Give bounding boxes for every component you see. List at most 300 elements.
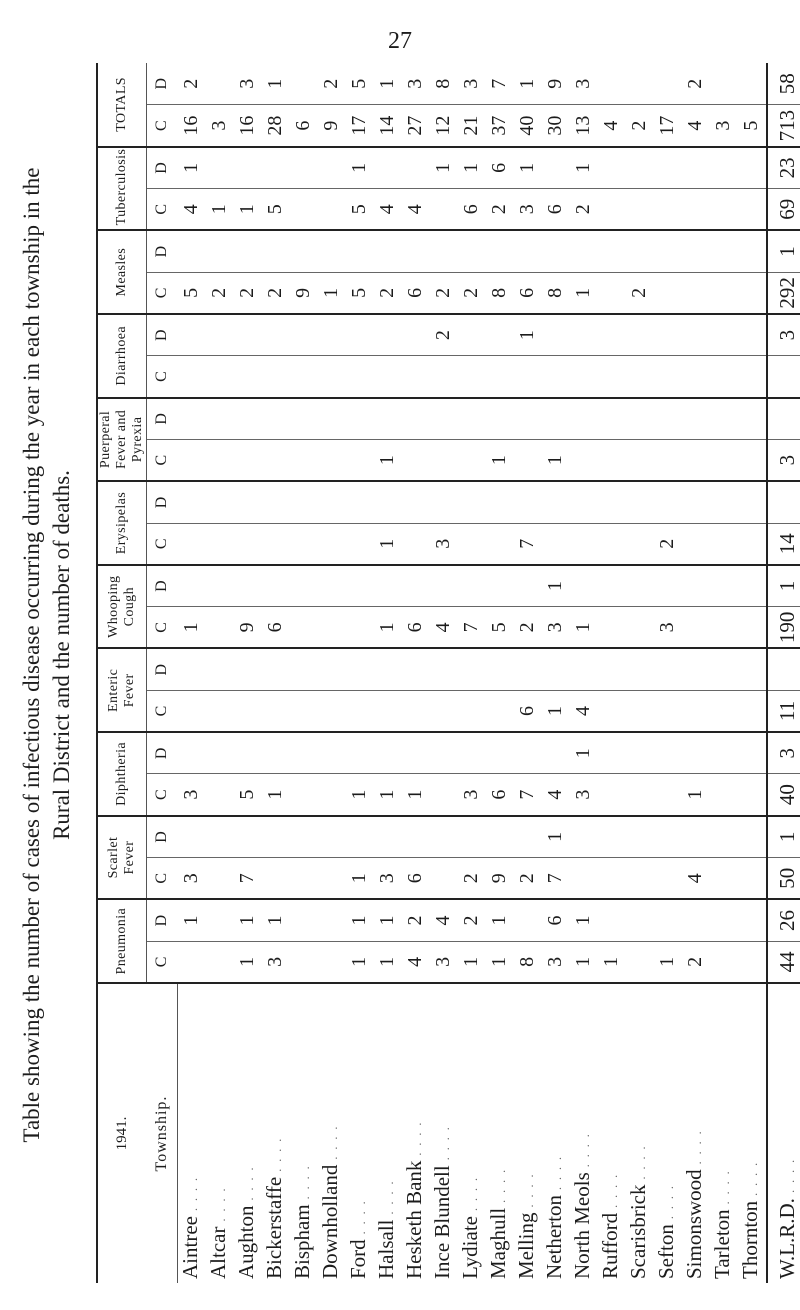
cases-cell bbox=[430, 774, 458, 816]
township-name-cell bbox=[177, 983, 206, 1283]
cases-cell: 1 bbox=[374, 941, 402, 983]
township-name: Simonswood bbox=[681, 1169, 706, 1279]
cases-cell bbox=[654, 272, 682, 314]
cases-cell: 17 bbox=[654, 105, 682, 147]
cases-cell: 4 bbox=[402, 189, 430, 231]
deaths-cell bbox=[374, 649, 402, 691]
cases-cell bbox=[346, 356, 374, 398]
township-name: Hesketh Bank bbox=[401, 1160, 426, 1279]
table-row bbox=[177, 63, 206, 1283]
deaths-cell bbox=[318, 230, 346, 272]
cases-cell: 17 bbox=[346, 105, 374, 147]
cases-cell: 2 bbox=[262, 272, 290, 314]
deaths-cell bbox=[654, 398, 682, 440]
cases-subheader: C bbox=[147, 272, 178, 314]
total-cases-cell bbox=[767, 356, 800, 398]
cases-cell bbox=[206, 356, 234, 398]
leader-dots: . . . . bbox=[241, 1165, 256, 1206]
deaths-cell bbox=[738, 230, 767, 272]
cases-cell bbox=[570, 439, 598, 481]
cases-cell: 2 bbox=[234, 272, 262, 314]
deaths-cell bbox=[626, 732, 654, 774]
deaths-cell: 1 bbox=[514, 314, 542, 356]
total-deaths-cell bbox=[767, 481, 800, 523]
cases-cell: 4 bbox=[682, 105, 710, 147]
cases-cell bbox=[710, 356, 738, 398]
cases-cell bbox=[738, 523, 767, 565]
township-name: Melling bbox=[513, 1212, 538, 1279]
cases-cell bbox=[262, 858, 290, 900]
deaths-cell bbox=[318, 481, 346, 523]
cases-subheader: C bbox=[147, 439, 178, 481]
leader-dots: . . . . bbox=[269, 1136, 284, 1177]
township-name: Tarleton bbox=[709, 1209, 734, 1279]
cases-cell: 1 bbox=[262, 774, 290, 816]
total-cases-cell: 292 bbox=[767, 272, 800, 314]
township-name-cell bbox=[430, 983, 458, 1283]
cases-cell bbox=[682, 272, 710, 314]
cases-cell: 3 bbox=[570, 774, 598, 816]
deaths-cell bbox=[234, 398, 262, 440]
deaths-subheader: D bbox=[147, 732, 178, 774]
cases-cell: 1 bbox=[346, 774, 374, 816]
deaths-cell: 3 bbox=[402, 63, 430, 105]
cases-cell bbox=[682, 189, 710, 231]
table-row bbox=[654, 63, 682, 1283]
deaths-cell bbox=[486, 481, 514, 523]
cases-cell bbox=[318, 858, 346, 900]
cases-cell: 13 bbox=[570, 105, 598, 147]
deaths-cell bbox=[598, 230, 626, 272]
deaths-cell bbox=[206, 63, 234, 105]
deaths-cell bbox=[206, 565, 234, 607]
total-cases-cell: 713 bbox=[767, 105, 800, 147]
total-deaths-cell: 23 bbox=[767, 147, 800, 189]
deaths-cell bbox=[458, 649, 486, 691]
cases-cell bbox=[290, 690, 318, 732]
cases-cell: 1 bbox=[206, 189, 234, 231]
table-row bbox=[206, 63, 234, 1283]
leader-dots: . . . . bbox=[325, 1124, 340, 1165]
leader-dots: . . . . bbox=[493, 1167, 508, 1208]
deaths-cell bbox=[374, 732, 402, 774]
cases-cell bbox=[514, 356, 542, 398]
cases-cell: 1 bbox=[598, 941, 626, 983]
cases-cell: 1 bbox=[234, 941, 262, 983]
deaths-cell bbox=[738, 398, 767, 440]
cases-cell bbox=[626, 941, 654, 983]
deaths-cell bbox=[262, 816, 290, 858]
cases-cell: 1 bbox=[542, 690, 570, 732]
total-cases-cell: 3 bbox=[767, 439, 800, 481]
deaths-cell: 1 bbox=[570, 732, 598, 774]
township-name: North Meols bbox=[569, 1172, 594, 1279]
deaths-cell bbox=[486, 565, 514, 607]
township-name: Ford bbox=[345, 1239, 370, 1279]
township-name: Netherton bbox=[541, 1195, 566, 1279]
total-cases-cell: 14 bbox=[767, 523, 800, 565]
table-row bbox=[234, 63, 262, 1283]
disease-header: Pneumonia bbox=[97, 899, 147, 983]
deaths-cell bbox=[402, 732, 430, 774]
cases-cell: 1 bbox=[374, 523, 402, 565]
deaths-subheader: D bbox=[147, 649, 178, 691]
table-row bbox=[262, 63, 290, 1283]
township-name-cell bbox=[682, 983, 710, 1283]
leader-dots: . . . . bbox=[353, 1199, 368, 1240]
cases-cell: 6 bbox=[262, 607, 290, 649]
deaths-cell: 2 bbox=[402, 899, 430, 941]
deaths-subheader: D bbox=[147, 899, 178, 941]
deaths-cell bbox=[262, 398, 290, 440]
cases-cell bbox=[346, 690, 374, 732]
deaths-cell bbox=[570, 314, 598, 356]
cases-cell bbox=[710, 941, 738, 983]
cases-cell bbox=[738, 774, 767, 816]
cases-cell: 3 bbox=[177, 774, 206, 816]
township-name-cell bbox=[206, 983, 234, 1283]
table-row bbox=[570, 63, 598, 1283]
cases-cell: 6 bbox=[290, 105, 318, 147]
cases-cell bbox=[290, 439, 318, 481]
cases-cell: 2 bbox=[458, 272, 486, 314]
cases-cell: 8 bbox=[514, 941, 542, 983]
cases-cell bbox=[710, 607, 738, 649]
deaths-cell bbox=[682, 481, 710, 523]
cases-cell: 6 bbox=[402, 272, 430, 314]
deaths-cell bbox=[654, 230, 682, 272]
cases-cell bbox=[234, 690, 262, 732]
table-title bbox=[0, 0, 100, 1310]
cases-cell bbox=[570, 858, 598, 900]
cases-cell: 3 bbox=[206, 105, 234, 147]
deaths-cell bbox=[234, 230, 262, 272]
cases-cell bbox=[654, 439, 682, 481]
year-label: 1941. bbox=[113, 1116, 130, 1151]
deaths-cell bbox=[570, 816, 598, 858]
total-deaths-cell: 26 bbox=[767, 899, 800, 941]
cases-cell: 2 bbox=[682, 941, 710, 983]
township-name-cell bbox=[458, 983, 486, 1283]
cases-cell: 2 bbox=[430, 272, 458, 314]
deaths-subheader: D bbox=[147, 314, 178, 356]
deaths-cell: 1 bbox=[570, 899, 598, 941]
deaths-cell bbox=[318, 147, 346, 189]
deaths-cell bbox=[290, 732, 318, 774]
deaths-cell bbox=[290, 481, 318, 523]
deaths-cell bbox=[626, 565, 654, 607]
cases-cell bbox=[598, 690, 626, 732]
cases-cell: 6 bbox=[458, 189, 486, 231]
cases-cell bbox=[710, 858, 738, 900]
deaths-subheader: D bbox=[147, 147, 178, 189]
township-name-cell bbox=[234, 983, 262, 1283]
township-name: Thornton bbox=[737, 1200, 762, 1279]
cases-cell: 2 bbox=[374, 272, 402, 314]
total-deaths-cell: 3 bbox=[767, 732, 800, 774]
deaths-subheader: D bbox=[147, 398, 178, 440]
cases-cell: 9 bbox=[486, 858, 514, 900]
cases-cell: 3 bbox=[262, 941, 290, 983]
title-line-1: Table showing the number of cases of infectious disease occurring during the year in each township in the bbox=[19, 167, 44, 1143]
deaths-cell bbox=[206, 398, 234, 440]
deaths-cell bbox=[682, 147, 710, 189]
deaths-cell bbox=[290, 314, 318, 356]
deaths-cell: 5 bbox=[346, 63, 374, 105]
deaths-cell bbox=[682, 314, 710, 356]
cases-cell bbox=[626, 356, 654, 398]
deaths-cell bbox=[402, 314, 430, 356]
deaths-cell bbox=[542, 230, 570, 272]
deaths-cell: 1 bbox=[542, 816, 570, 858]
cases-cell: 6 bbox=[486, 774, 514, 816]
township-name-cell bbox=[290, 983, 318, 1283]
deaths-cell: 2 bbox=[430, 314, 458, 356]
deaths-cell bbox=[458, 565, 486, 607]
deaths-cell bbox=[374, 481, 402, 523]
cases-cell bbox=[206, 690, 234, 732]
cases-cell: 5 bbox=[346, 189, 374, 231]
deaths-cell: 1 bbox=[430, 147, 458, 189]
disease-header: Puerperal Fever and Pyrexia bbox=[97, 398, 147, 482]
deaths-subheader: D bbox=[147, 230, 178, 272]
cases-cell bbox=[486, 356, 514, 398]
leader-dots: . . . . bbox=[661, 1184, 676, 1225]
deaths-cell: 1 bbox=[374, 63, 402, 105]
leader-dots: . . . . bbox=[605, 1172, 620, 1213]
deaths-cell bbox=[598, 816, 626, 858]
title-line-2: Rural District and the number of deaths. bbox=[49, 470, 74, 840]
deaths-cell: 3 bbox=[234, 63, 262, 105]
deaths-cell bbox=[206, 230, 234, 272]
deaths-cell bbox=[402, 481, 430, 523]
deaths-cell bbox=[598, 565, 626, 607]
cases-cell: 2 bbox=[654, 523, 682, 565]
township-name-cell bbox=[402, 983, 430, 1283]
cases-cell: 7 bbox=[458, 607, 486, 649]
township-name-cell bbox=[654, 983, 682, 1283]
deaths-cell bbox=[234, 565, 262, 607]
deaths-cell bbox=[234, 314, 262, 356]
deaths-cell: 3 bbox=[570, 63, 598, 105]
cases-cell: 2 bbox=[206, 272, 234, 314]
cases-cell: 3 bbox=[374, 858, 402, 900]
deaths-cell bbox=[626, 481, 654, 523]
cases-cell: 1 bbox=[654, 941, 682, 983]
deaths-cell bbox=[626, 899, 654, 941]
totals-label-cell bbox=[767, 983, 800, 1283]
cases-cell bbox=[206, 858, 234, 900]
deaths-cell bbox=[514, 732, 542, 774]
deaths-cell bbox=[738, 314, 767, 356]
deaths-cell bbox=[374, 565, 402, 607]
township-name: Maghull bbox=[485, 1207, 510, 1279]
township-name-cell bbox=[626, 983, 654, 1283]
deaths-cell bbox=[710, 398, 738, 440]
cases-cell bbox=[710, 272, 738, 314]
deaths-cell bbox=[346, 398, 374, 440]
cases-cell bbox=[262, 690, 290, 732]
deaths-cell bbox=[262, 314, 290, 356]
deaths-cell bbox=[514, 398, 542, 440]
deaths-cell bbox=[654, 732, 682, 774]
cases-subheader: C bbox=[147, 774, 178, 816]
leader-dots: . . . . bbox=[437, 1125, 452, 1166]
deaths-cell bbox=[206, 649, 234, 691]
deaths-cell bbox=[486, 732, 514, 774]
table-row bbox=[430, 63, 458, 1283]
cases-cell bbox=[318, 941, 346, 983]
deaths-cell: 1 bbox=[514, 147, 542, 189]
cases-cell bbox=[430, 356, 458, 398]
cases-cell bbox=[570, 356, 598, 398]
deaths-subheader: D bbox=[147, 816, 178, 858]
cases-cell: 5 bbox=[346, 272, 374, 314]
cases-cell bbox=[682, 356, 710, 398]
cases-cell bbox=[402, 690, 430, 732]
cases-cell bbox=[738, 858, 767, 900]
cases-cell bbox=[402, 356, 430, 398]
cases-cell: 5 bbox=[486, 607, 514, 649]
cases-cell bbox=[514, 439, 542, 481]
deaths-cell bbox=[458, 398, 486, 440]
deaths-cell: 2 bbox=[682, 63, 710, 105]
leader-dots: . . . . bbox=[783, 1157, 797, 1193]
cases-cell: 6 bbox=[402, 858, 430, 900]
deaths-cell bbox=[262, 565, 290, 607]
deaths-cell bbox=[710, 147, 738, 189]
deaths-cell: 1 bbox=[262, 899, 290, 941]
deaths-cell bbox=[710, 899, 738, 941]
cases-subheader: C bbox=[147, 105, 178, 147]
cases-cell: 3 bbox=[514, 189, 542, 231]
deaths-cell bbox=[486, 314, 514, 356]
deaths-cell bbox=[346, 230, 374, 272]
table-row bbox=[374, 63, 402, 1283]
deaths-cell bbox=[290, 649, 318, 691]
total-deaths-cell: 1 bbox=[767, 816, 800, 858]
deaths-cell bbox=[458, 816, 486, 858]
cases-cell bbox=[374, 356, 402, 398]
deaths-cell bbox=[346, 565, 374, 607]
township-name: Halsall bbox=[373, 1219, 398, 1279]
cases-cell bbox=[206, 523, 234, 565]
total-cases-cell: 44 bbox=[767, 941, 800, 983]
deaths-cell bbox=[570, 230, 598, 272]
totals-label: W.L.R.D. bbox=[775, 1198, 799, 1279]
cases-cell bbox=[738, 272, 767, 314]
cases-cell bbox=[177, 523, 206, 565]
deaths-cell bbox=[177, 565, 206, 607]
cases-cell bbox=[430, 189, 458, 231]
cases-cell: 3 bbox=[542, 941, 570, 983]
deaths-cell bbox=[430, 565, 458, 607]
deaths-cell bbox=[234, 481, 262, 523]
deaths-cell bbox=[458, 732, 486, 774]
cases-cell: 3 bbox=[177, 858, 206, 900]
deaths-cell: 1 bbox=[262, 63, 290, 105]
deaths-cell bbox=[710, 314, 738, 356]
cases-subheader: C bbox=[147, 607, 178, 649]
deaths-cell bbox=[514, 481, 542, 523]
cases-cell: 21 bbox=[458, 105, 486, 147]
deaths-cell bbox=[570, 649, 598, 691]
cases-cell bbox=[626, 439, 654, 481]
deaths-cell bbox=[177, 230, 206, 272]
cases-cell bbox=[598, 439, 626, 481]
deaths-cell bbox=[262, 230, 290, 272]
cases-cell bbox=[290, 774, 318, 816]
cases-cell: 1 bbox=[374, 774, 402, 816]
deaths-cell: 4 bbox=[430, 899, 458, 941]
deaths-cell: 1 bbox=[234, 899, 262, 941]
cases-cell bbox=[206, 439, 234, 481]
deaths-cell bbox=[682, 732, 710, 774]
table-row bbox=[710, 63, 738, 1283]
deaths-cell: 2 bbox=[177, 63, 206, 105]
cases-cell bbox=[234, 439, 262, 481]
deaths-subheader: D bbox=[147, 565, 178, 607]
cases-cell: 27 bbox=[402, 105, 430, 147]
cases-cell bbox=[458, 356, 486, 398]
deaths-cell bbox=[290, 565, 318, 607]
cases-cell bbox=[234, 356, 262, 398]
deaths-cell bbox=[402, 816, 430, 858]
cases-cell: 2 bbox=[626, 105, 654, 147]
cases-cell bbox=[177, 439, 206, 481]
cases-cell bbox=[290, 189, 318, 231]
deaths-cell bbox=[177, 398, 206, 440]
deaths-cell bbox=[570, 565, 598, 607]
deaths-cell bbox=[402, 147, 430, 189]
cases-cell: 6 bbox=[542, 189, 570, 231]
cases-cell: 5 bbox=[262, 189, 290, 231]
township-name: Bickerstaffe bbox=[261, 1176, 286, 1279]
cases-cell: 1 bbox=[486, 941, 514, 983]
cases-cell: 3 bbox=[430, 523, 458, 565]
cases-cell: 37 bbox=[486, 105, 514, 147]
cases-cell bbox=[318, 356, 346, 398]
deaths-cell bbox=[682, 899, 710, 941]
total-cases-cell: 11 bbox=[767, 690, 800, 732]
cases-cell: 4 bbox=[598, 105, 626, 147]
deaths-cell: 6 bbox=[542, 899, 570, 941]
deaths-cell bbox=[710, 649, 738, 691]
leader-dots: . . . . bbox=[185, 1176, 200, 1217]
cases-cell bbox=[318, 690, 346, 732]
deaths-cell bbox=[234, 147, 262, 189]
deaths-cell bbox=[626, 314, 654, 356]
deaths-cell bbox=[514, 230, 542, 272]
deaths-cell bbox=[710, 63, 738, 105]
table-row bbox=[682, 63, 710, 1283]
cases-cell bbox=[710, 774, 738, 816]
cases-cell: 16 bbox=[177, 105, 206, 147]
cases-cell: 1 bbox=[570, 272, 598, 314]
cases-cell: 2 bbox=[626, 272, 654, 314]
leader-dots: . . . . bbox=[297, 1164, 312, 1205]
cases-cell: 1 bbox=[402, 774, 430, 816]
deaths-cell bbox=[318, 649, 346, 691]
township-name: Scarisbrick bbox=[625, 1184, 650, 1279]
deaths-cell: 1 bbox=[486, 899, 514, 941]
deaths-cell bbox=[177, 816, 206, 858]
disease-header: Tuberculosis bbox=[97, 147, 147, 231]
total-cases-cell: 69 bbox=[767, 189, 800, 231]
cases-cell bbox=[346, 523, 374, 565]
deaths-cell bbox=[514, 649, 542, 691]
deaths-cell bbox=[738, 732, 767, 774]
